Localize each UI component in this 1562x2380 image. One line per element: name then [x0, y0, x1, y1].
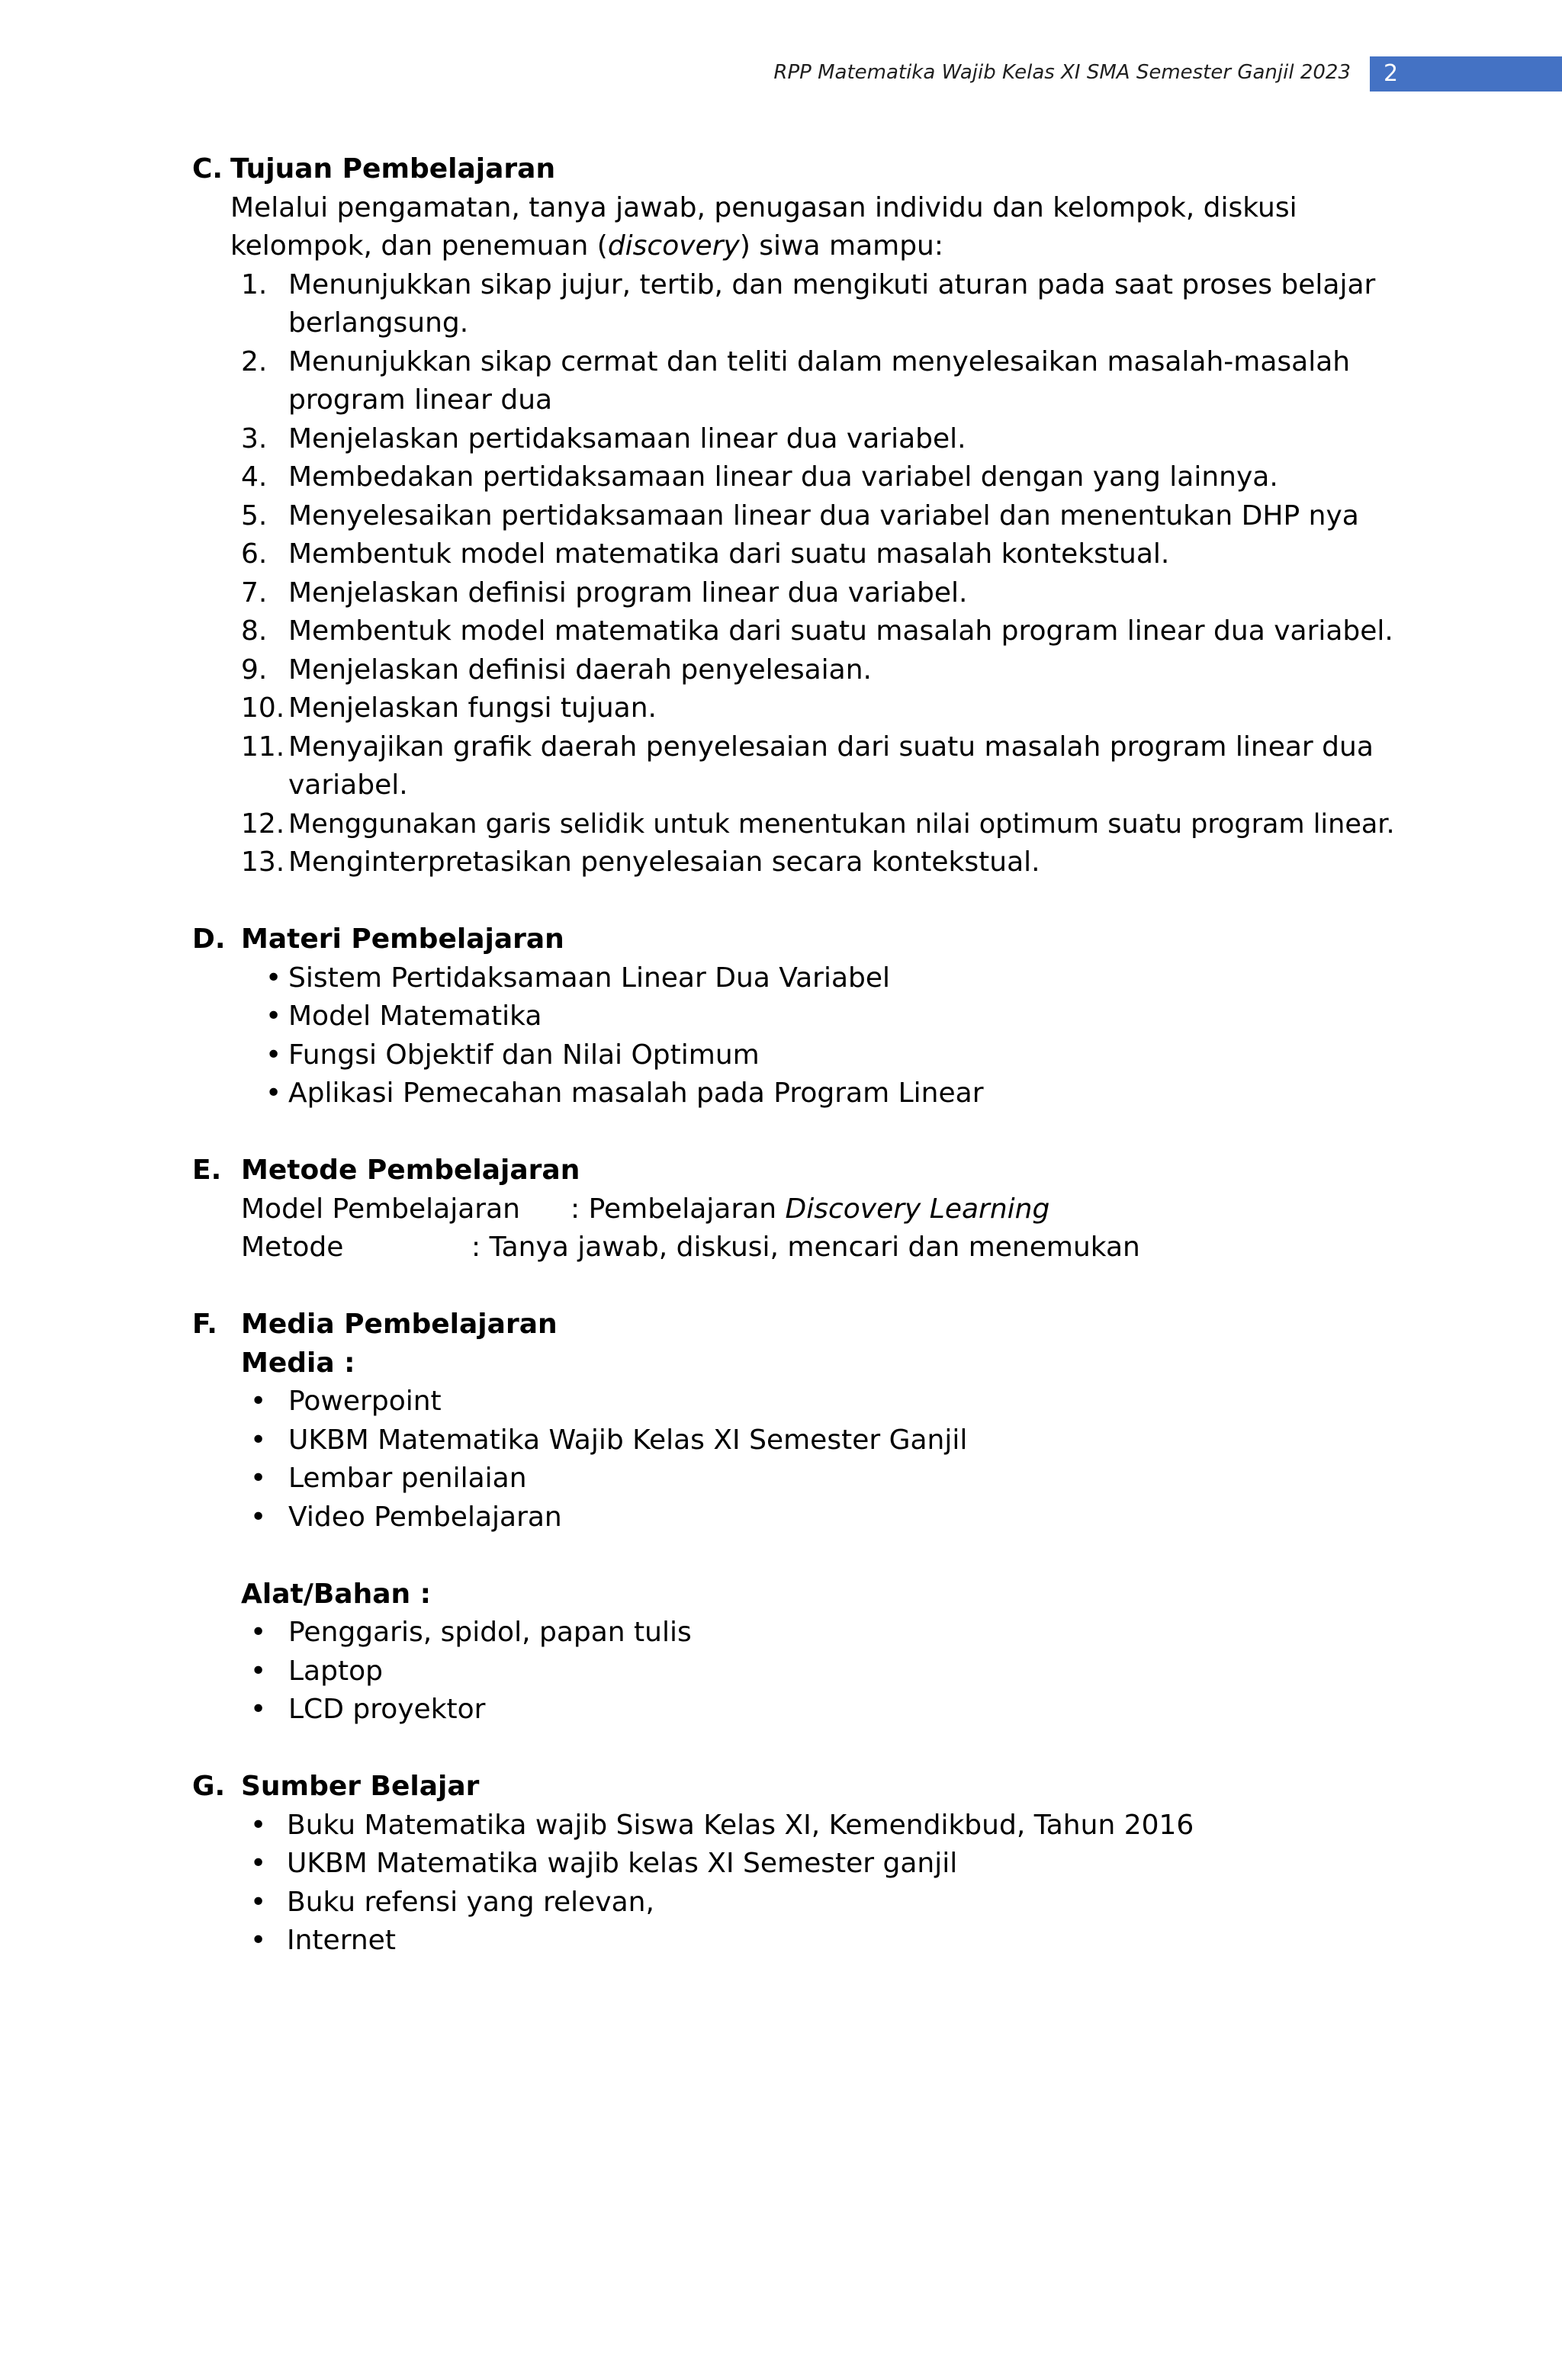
list-number: 5.	[241, 499, 268, 532]
page-number-box	[1370, 56, 1562, 92]
list-number: 4.	[241, 461, 268, 493]
bullet-icon: •	[265, 962, 282, 994]
list-number: 12.	[241, 808, 285, 840]
list-item: Penggaris, spidol, papan tulis	[288, 1617, 692, 1648]
section-letter: E.	[192, 1155, 222, 1186]
model-value	[570, 1190, 1049, 1229]
bullet-icon: •	[265, 1039, 282, 1071]
section-title: Tujuan Pembelajaran	[230, 153, 556, 185]
bullet-icon: •	[265, 1000, 282, 1032]
list-number: 13.	[241, 846, 285, 878]
bullet-icon: •	[250, 1424, 267, 1456]
section-letter: F.	[192, 1309, 217, 1340]
list-item: Menyelesaikan pertidaksamaan linear dua variabel dan menentukan DHP nya	[288, 499, 1359, 532]
list-item: Menyajikan grafik daerah penyelesaian dari suatu masalah program linear dua	[288, 731, 1374, 763]
list-item: Fungsi Objektif dan Nilai Optimum	[288, 1039, 760, 1071]
bullet-icon: •	[250, 1655, 267, 1687]
list-item: Membentuk model matematika dari suatu masalah program linear dua variabel.	[288, 615, 1393, 647]
intro-line: Melalui pengamatan, tanya jawab, penugasan individu dan kelompok, diskusi	[230, 191, 1297, 223]
list-number: 11.	[241, 731, 285, 763]
model-value-text: : Pembelajaran	[570, 1193, 786, 1225]
list-number: 6.	[241, 538, 268, 570]
list-number: 3.	[241, 422, 268, 454]
page-number: 2	[1384, 60, 1399, 87]
section-title: Metode Pembelajaran	[241, 1155, 580, 1186]
section-letter: G.	[192, 1771, 226, 1802]
list-item: LCD proyektor	[288, 1694, 486, 1725]
list-item: Menjelaskan definisi daerah penyelesaian.	[288, 654, 872, 686]
list-number: 7.	[241, 577, 268, 609]
list-number: 10.	[241, 692, 285, 724]
bullet-icon: •	[250, 1617, 267, 1648]
bullet-icon: •	[250, 1886, 267, 1918]
list-number: 9.	[241, 654, 268, 686]
page-header-title: RPP Matematika Wajib Kelas XI SMA Semester Ganjil 2023	[773, 61, 1351, 84]
bullet-icon: •	[250, 1501, 267, 1533]
list-item-continuation: berlangsung.	[288, 307, 469, 339]
bullet-icon: •	[250, 1694, 267, 1725]
list-item: Buku Matematika wajib Siswa Kelas XI, Kemendikbud, Tahun 2016	[287, 1809, 1194, 1841]
list-item: Aplikasi Pemecahan masalah pada Program Linear	[288, 1078, 984, 1109]
list-item: Powerpoint	[288, 1386, 442, 1417]
list-item: Menjelaskan fungsi tujuan.	[288, 692, 657, 724]
list-item: Menggunakan garis selidik untuk menentukan nilai optimum suatu program linear.	[288, 808, 1395, 840]
list-item: Membentuk model matematika dari suatu masalah kontekstual.	[288, 538, 1170, 570]
list-item: Menjelaskan definisi program linear dua variabel.	[288, 577, 968, 609]
bullet-icon: •	[250, 1925, 267, 1956]
list-item: Model Matematika	[288, 1000, 542, 1032]
list-item: Menunjukkan sikap jujur, tertib, dan mengikuti aturan pada saat proses belajar	[288, 268, 1376, 300]
list-item: Sistem Pertidaksamaan Linear Dua Variabel	[288, 962, 891, 994]
list-item: Buku refensi yang relevan,	[287, 1886, 654, 1918]
list-item: Video Pembelajaran	[288, 1501, 562, 1533]
list-item: UKBM Matematika Wajib Kelas XI Semester Ganjil	[288, 1424, 968, 1456]
metode-label: Metode	[241, 1232, 344, 1263]
model-label: Model Pembelajaran	[241, 1193, 520, 1225]
list-item: Lembar penilaian	[288, 1463, 527, 1494]
list-item: Menjelaskan pertidaksamaan linear dua variabel.	[288, 422, 966, 454]
intro-text: kelompok, dan penemuan (	[230, 230, 608, 262]
list-number: 2.	[241, 345, 268, 377]
bullet-icon: •	[265, 1078, 282, 1109]
metode-value: : Tanya jawab, diskusi, mencari dan menemukan	[471, 1232, 1140, 1263]
section-letter: C.	[192, 153, 223, 185]
bullet-icon: •	[250, 1848, 267, 1879]
list-item: Menunjukkan sikap cermat dan teliti dalam menyelesaikan masalah-masalah	[288, 345, 1351, 377]
media-label: Media :	[241, 1347, 355, 1379]
list-item: Internet	[287, 1925, 396, 1956]
section-letter: D.	[192, 923, 226, 955]
list-number: 1.	[241, 268, 268, 300]
section-title: Media Pembelajaran	[241, 1309, 558, 1340]
intro-line	[230, 227, 943, 266]
alat-label: Alat/Bahan :	[241, 1578, 432, 1610]
bullet-icon: •	[250, 1809, 267, 1841]
intro-text: ) siwa mampu:	[739, 230, 943, 262]
list-item: Menginterpretasikan penyelesaian secara kontekstual.	[288, 846, 1040, 878]
list-number: 8.	[241, 615, 268, 647]
list-item: Membedakan pertidaksamaan linear dua variabel dengan yang lainnya.	[288, 461, 1278, 493]
list-item: UKBM Matematika wajib kelas XI Semester ganjil	[287, 1848, 958, 1879]
bullet-icon: •	[250, 1463, 267, 1494]
list-item-continuation: program linear dua	[288, 384, 553, 416]
bullet-icon: •	[250, 1386, 267, 1417]
list-item-continuation: variabel.	[288, 769, 408, 801]
list-item: Laptop	[288, 1655, 383, 1687]
section-title: Sumber Belajar	[241, 1771, 480, 1802]
intro-italic: discovery	[607, 230, 740, 262]
section-title: Materi Pembelajaran	[241, 923, 564, 955]
model-value-italic: Discovery Learning	[785, 1193, 1050, 1225]
